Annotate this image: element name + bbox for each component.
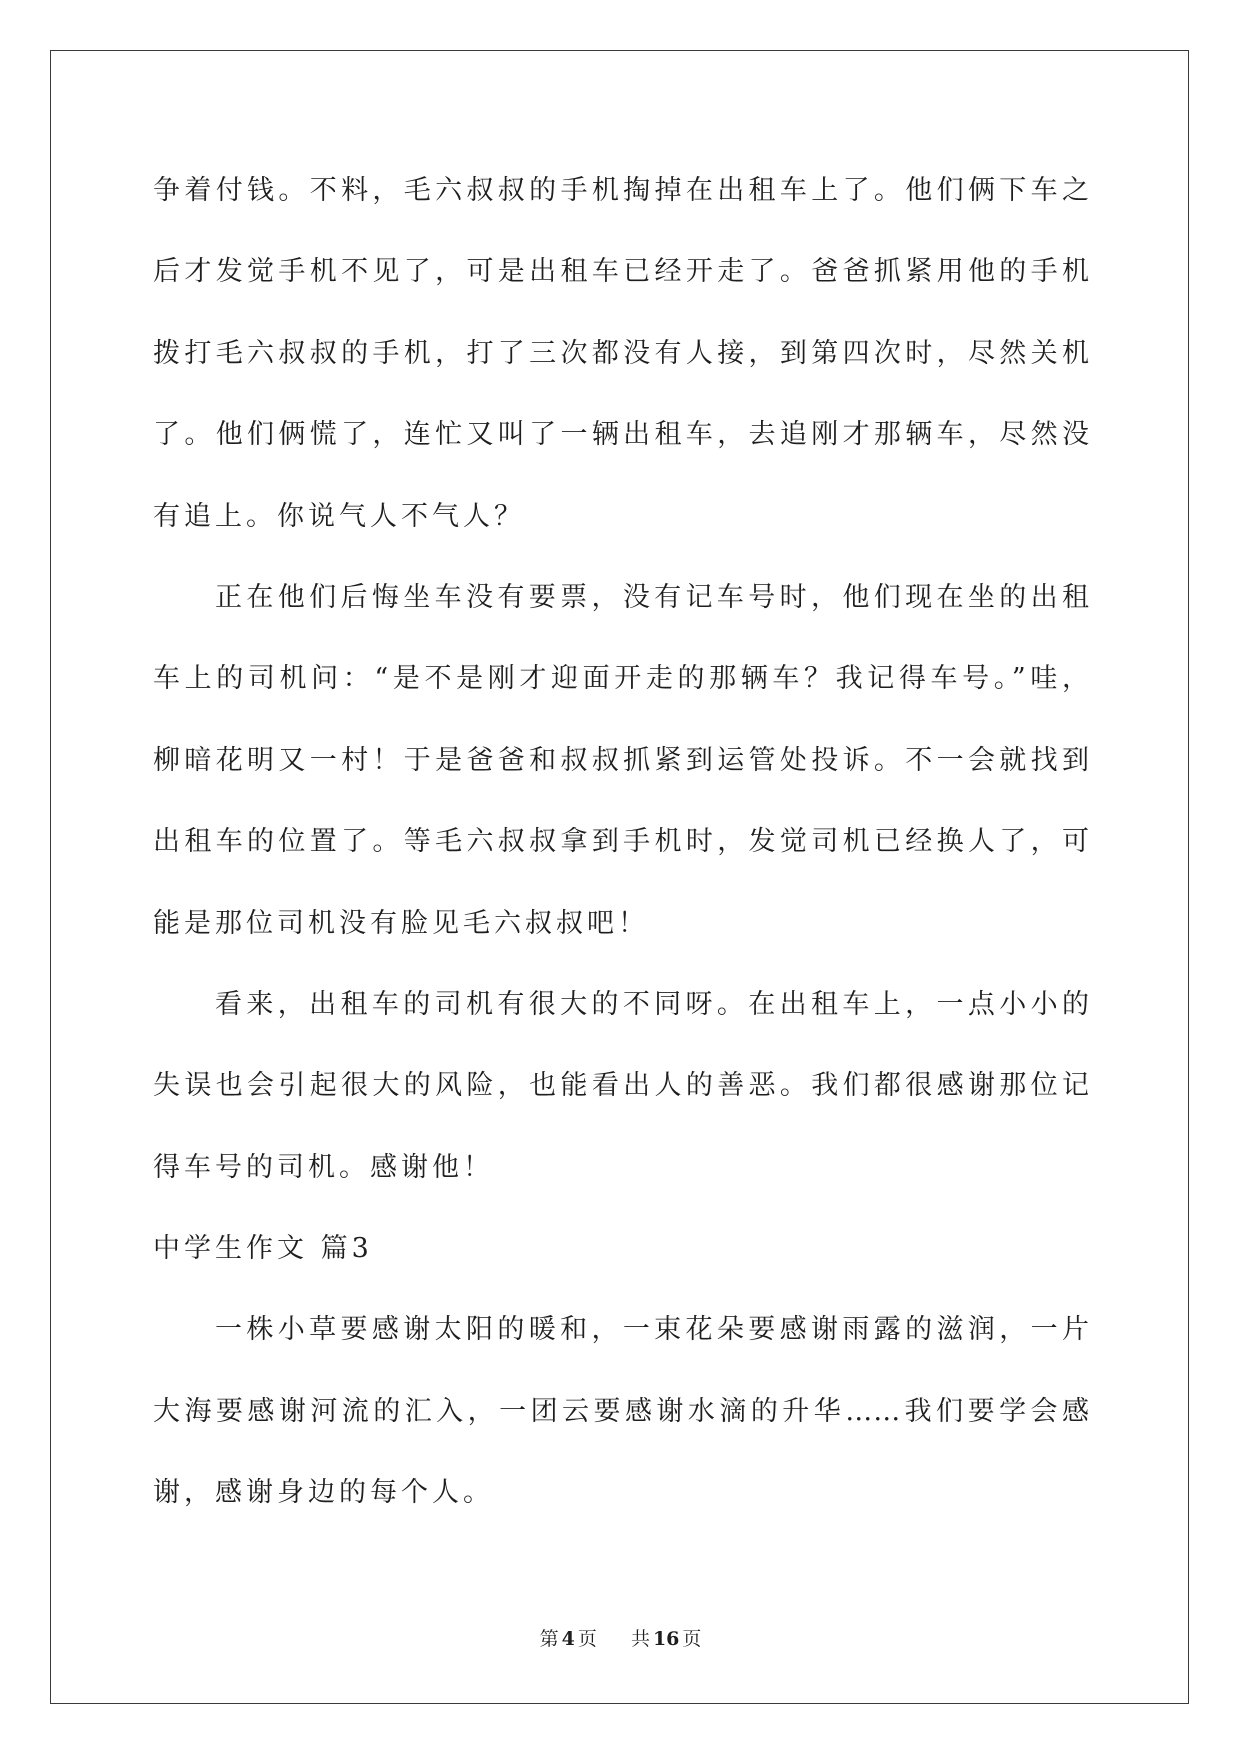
page-prefix: 第	[539, 1628, 559, 1650]
text-line: 大海要感谢河流的汇入，一团云要感谢水滴的升华……我们要学会感	[153, 1395, 1090, 1427]
text-line: 谢，感谢身边的每个人。	[153, 1477, 494, 1509]
text-line: 拨打毛六叔叔的手机，打了三次都没有人接，到第四次时，尽然关机	[153, 337, 1090, 369]
total-prefix: 共	[630, 1628, 650, 1650]
page-suffix: 页	[577, 1628, 597, 1650]
text-line: 有追上。你说气人不气人？	[153, 500, 525, 532]
page-footer	[0, 1626, 1241, 1652]
text-line: 后才发觉手机不见了，可是出租车已经开走了。爸爸抓紧用他的手机	[153, 256, 1090, 288]
text-line: 争着付钱。不料，毛六叔叔的手机掏掉在出租车上了。他们俩下车之	[153, 175, 1090, 206]
document-body	[153, 150, 1090, 1534]
text-line: 能是那位司机没有脸见毛六叔叔吧！	[153, 907, 649, 939]
text-line: 看来，出租车的司机有很大的不同呀。在出租车上，一点小小的	[215, 988, 1090, 1020]
paragraph	[153, 964, 1090, 1208]
text-line: 柳暗花明又一村！于是爸爸和叔叔抓紧到运管处投诉。不一会就找到	[153, 744, 1090, 776]
paragraph	[153, 150, 1090, 557]
text-line: 得车号的司机。感谢他！	[153, 1151, 494, 1183]
current-page-indicator	[540, 1626, 597, 1652]
paragraph	[153, 1289, 1090, 1533]
text-line: 出租车的位置了。等毛六叔叔拿到手机时，发觉司机已经换人了，可	[153, 826, 1090, 858]
section-heading: 中学生作文 篇3	[153, 1233, 373, 1265]
page-number: 4	[561, 1628, 575, 1650]
text-line: 一株小草要感谢太阳的暖和，一束花朵要感谢雨露的滋润，一片	[215, 1314, 1090, 1346]
total-pages: 16	[652, 1628, 680, 1650]
total-suffix: 页	[682, 1628, 702, 1650]
text-line: 失误也会引起很大的风险，也能看出人的善恶。我们都很感谢那位记	[153, 1070, 1090, 1102]
total-pages-indicator	[631, 1626, 701, 1652]
text-line: 车上的司机问：“是不是刚才迎面开走的那辆车？我记得车号。”哇，	[153, 663, 1090, 695]
paragraph	[153, 557, 1090, 964]
text-line: 正在他们后悔坐车没有要票，没有记车号时，他们现在坐的出租	[215, 581, 1090, 613]
text-line: 了。他们俩慌了，连忙又叫了一辆出租车，去追刚才那辆车，尽然没	[153, 419, 1090, 451]
